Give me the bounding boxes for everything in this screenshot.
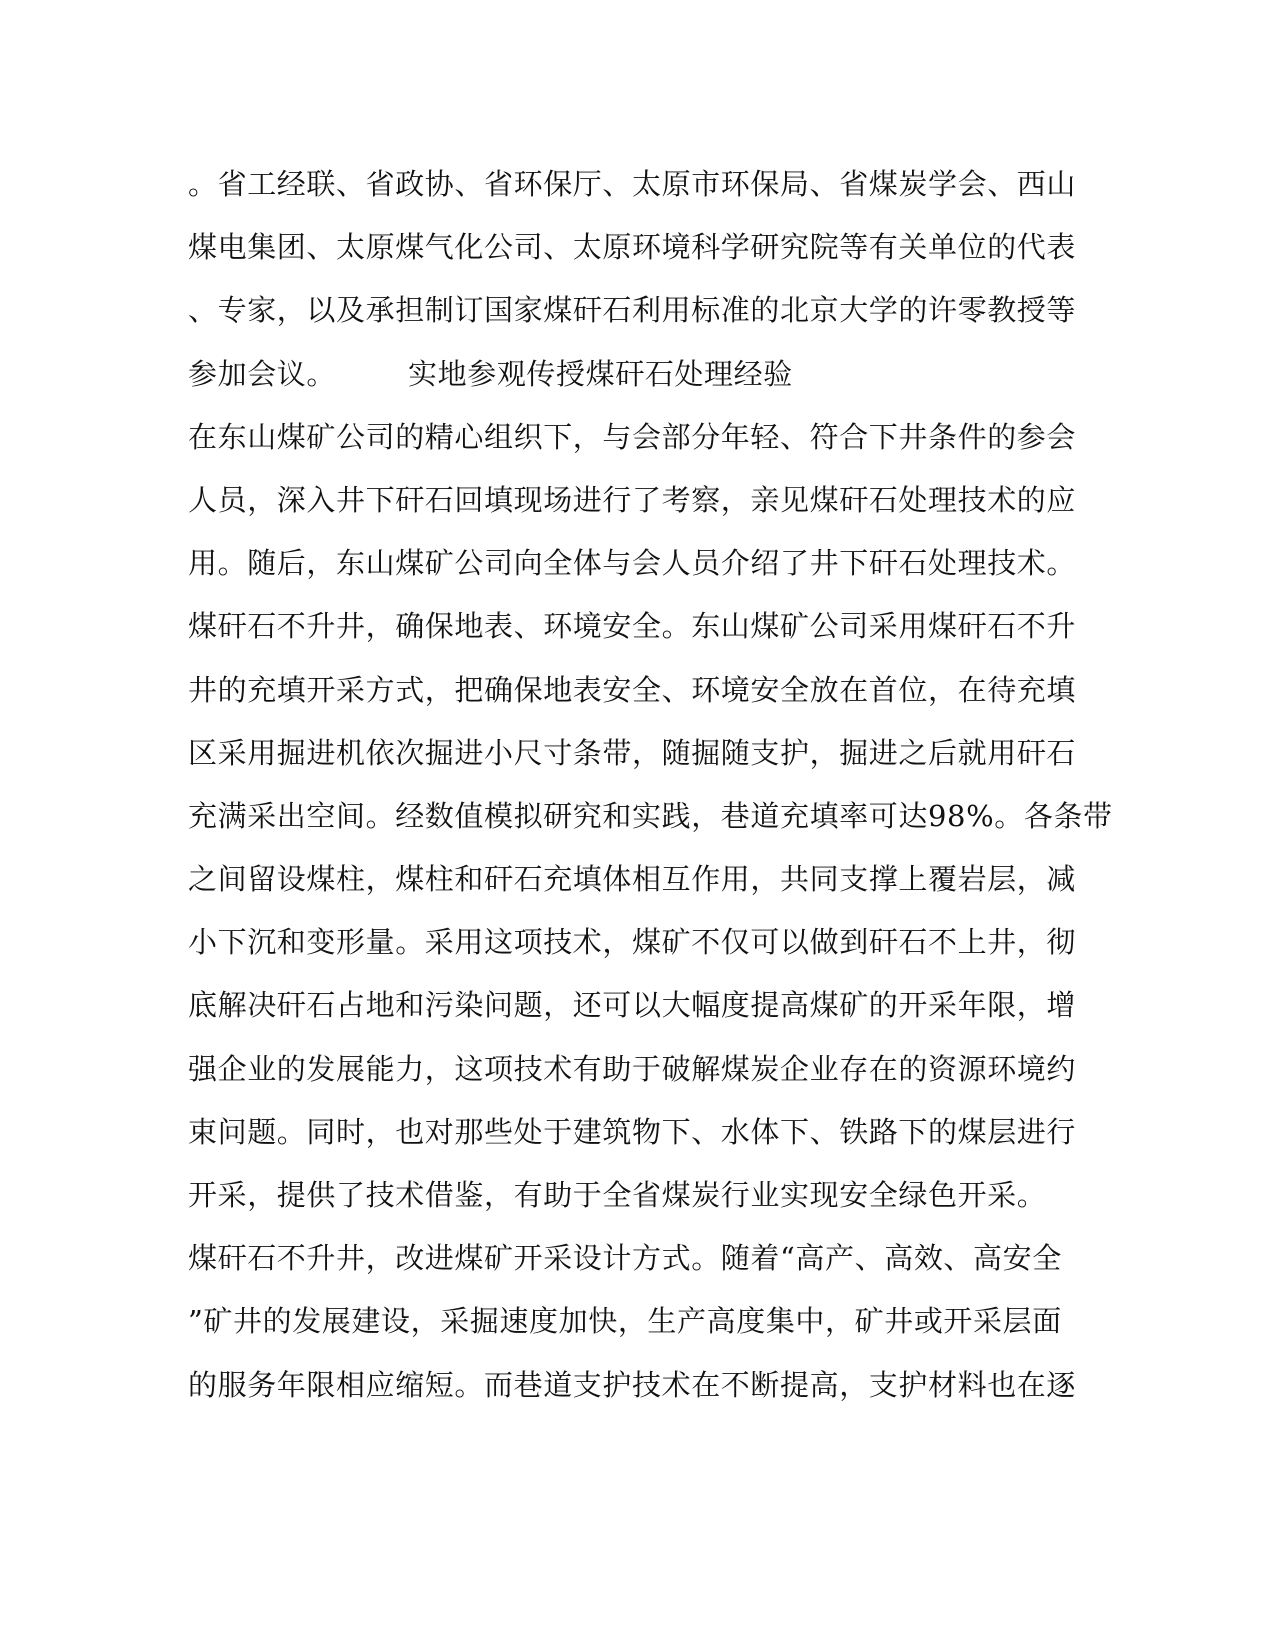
- text-line: 。省工经联、省政协、省环保厅、太原市环保局、省煤炭学会、西山: [188, 167, 1077, 201]
- text-line: 在东山煤矿公司的精心组织下，与会部分年轻、符合下井条件的参会: [188, 419, 1077, 454]
- text-line: 煤矸石不升井，改进煤矿开采设计方式。随着“高产、高效、高安全: [188, 1241, 1062, 1276]
- text-line: 人员，深入井下矸石回填现场进行了考察，亲见煤矸石处理技术的应: [188, 482, 1077, 517]
- text-line: ”矿井的发展建设，采掘速度加快，生产高度集中，矿井或开采层面: [188, 1304, 1062, 1339]
- body-text: [188, 153, 1113, 1417]
- text-line: 之间留设煤柱，煤柱和矸石充填体相互作用，共同支撑上覆岩层，减: [188, 862, 1077, 897]
- text-line: 小下沉和变形量。采用这项技术，煤矿不仅可以做到矸石不上井，彻: [188, 925, 1077, 960]
- text-line: 强企业的发展能力，这项技术有助于破解煤炭企业存在的资源环境约: [188, 1051, 1077, 1086]
- text-line: 煤电集团、太原煤气化公司、太原环境科学研究院等有关单位的代表: [188, 230, 1077, 265]
- text-line: 束问题。同时，也对那些处于建筑物下、水体下、铁路下的煤层进行: [188, 1114, 1077, 1149]
- text-line: 的服务年限相应缩短。而巷道支护技术在不断提高，支护材料也在逐: [188, 1367, 1077, 1402]
- text-line: 充满采出空间。经数值模拟研究和实践，巷道充填率可达98%。各条带: [188, 798, 1113, 833]
- text-line: 煤矸石不升井，确保地表、环境安全。东山煤矿公司采用煤矸石不升: [188, 609, 1077, 644]
- text-line: 区采用掘进机依次掘进小尺寸条带，随掘随支护，掘进之后就用矸石: [188, 735, 1077, 770]
- text-line: 开采，提供了技术借鉴，有助于全省煤炭行业实现安全绿色开采。: [188, 1178, 1047, 1212]
- text-line: [188, 343, 1088, 406]
- text-line: 井的充填开采方式，把确保地表安全、环境安全放在首位，在待充填: [188, 672, 1077, 707]
- text-line: 用。随后，东山煤矿公司向全体与会人员介绍了井下矸石处理技术。: [188, 546, 1077, 581]
- section-heading: 实地参观传授煤矸石处理经验: [408, 356, 793, 391]
- text-line: 、专家，以及承担制订国家煤矸石利用标准的北京大学的许零教授等: [188, 293, 1077, 328]
- text-line: 底解决矸石占地和污染问题，还可以大幅度提高煤矿的开采年限，增: [188, 988, 1077, 1023]
- text-segment: 参加会议。: [188, 356, 337, 391]
